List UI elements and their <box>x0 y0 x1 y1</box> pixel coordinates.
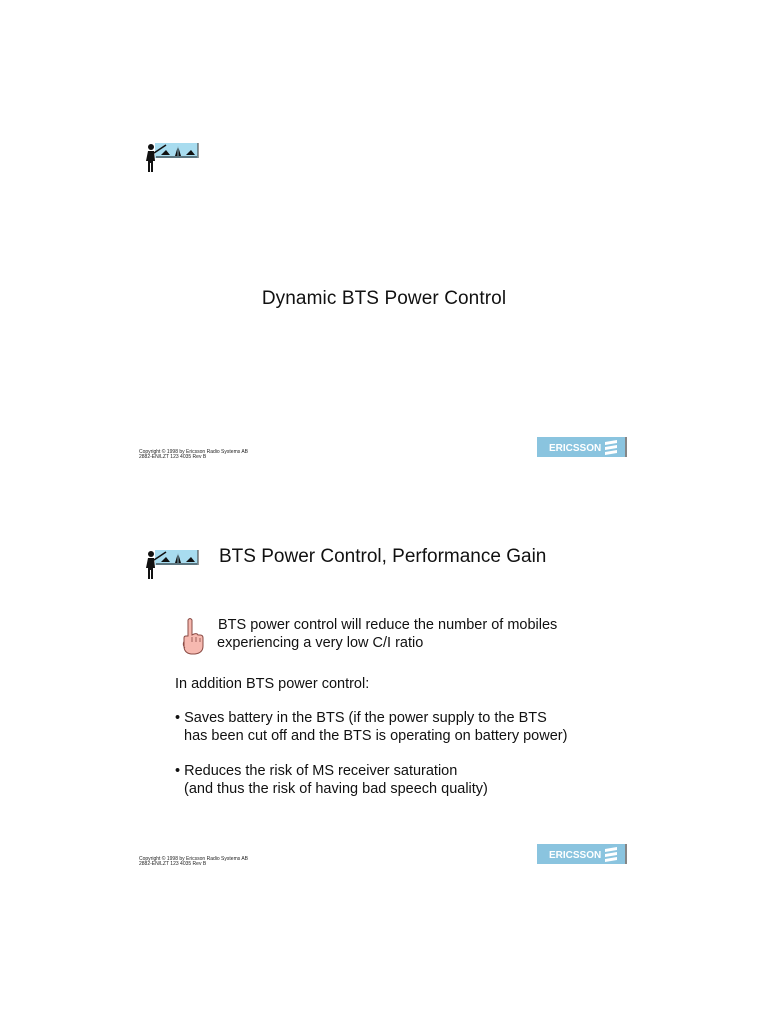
bullet-item <box>175 709 567 745</box>
ericsson-logo <box>537 844 627 864</box>
slide-2 <box>0 500 768 920</box>
pointing-finger-icon <box>180 617 206 657</box>
bullet-line-2: (and thus the risk of having bad speech quality) <box>184 781 488 797</box>
brand-label: ERICSSON <box>549 850 602 861</box>
presenter-logo-icon <box>142 141 200 175</box>
copyright-footer <box>139 857 248 867</box>
document-number: 2882-EN/LZT 123 4035 Rev B <box>139 861 207 867</box>
document-number: 2882-EN/LZT 123 4035 Rev B <box>139 454 207 460</box>
intro-text: In addition BTS power control: <box>175 676 370 692</box>
bullet-line-2: has been cut off and the BTS is operating on battery power) <box>184 728 568 744</box>
slide-title: BTS Power Control, Performance Gain <box>219 546 547 567</box>
key-point-line-2: experiencing a very low C/I ratio <box>217 635 424 651</box>
ericsson-logo <box>537 437 627 457</box>
bullet-item <box>175 762 488 798</box>
bullet-line-1: • Saves battery in the BTS (if the power supply to the BTS <box>175 710 547 726</box>
ericsson-stripes-icon <box>605 440 617 455</box>
copyright-line: Copyright © 1998 by Ericsson Radio Systems AB <box>139 449 249 455</box>
key-point <box>218 616 557 652</box>
brand-label: ERICSSON <box>549 443 602 454</box>
key-point-line-1: BTS power control will reduce the number of mobiles <box>218 617 558 633</box>
presenter-logo-icon <box>142 548 200 582</box>
ericsson-stripes-icon <box>605 847 617 862</box>
copyright-footer <box>139 450 248 460</box>
slide-1 <box>0 0 768 460</box>
slide-title: Dynamic BTS Power Control <box>261 288 507 309</box>
bullet-line-1: • Reduces the risk of MS receiver saturation <box>175 763 458 779</box>
copyright-line: Copyright © 1998 by Ericsson Radio Systems AB <box>139 856 249 862</box>
